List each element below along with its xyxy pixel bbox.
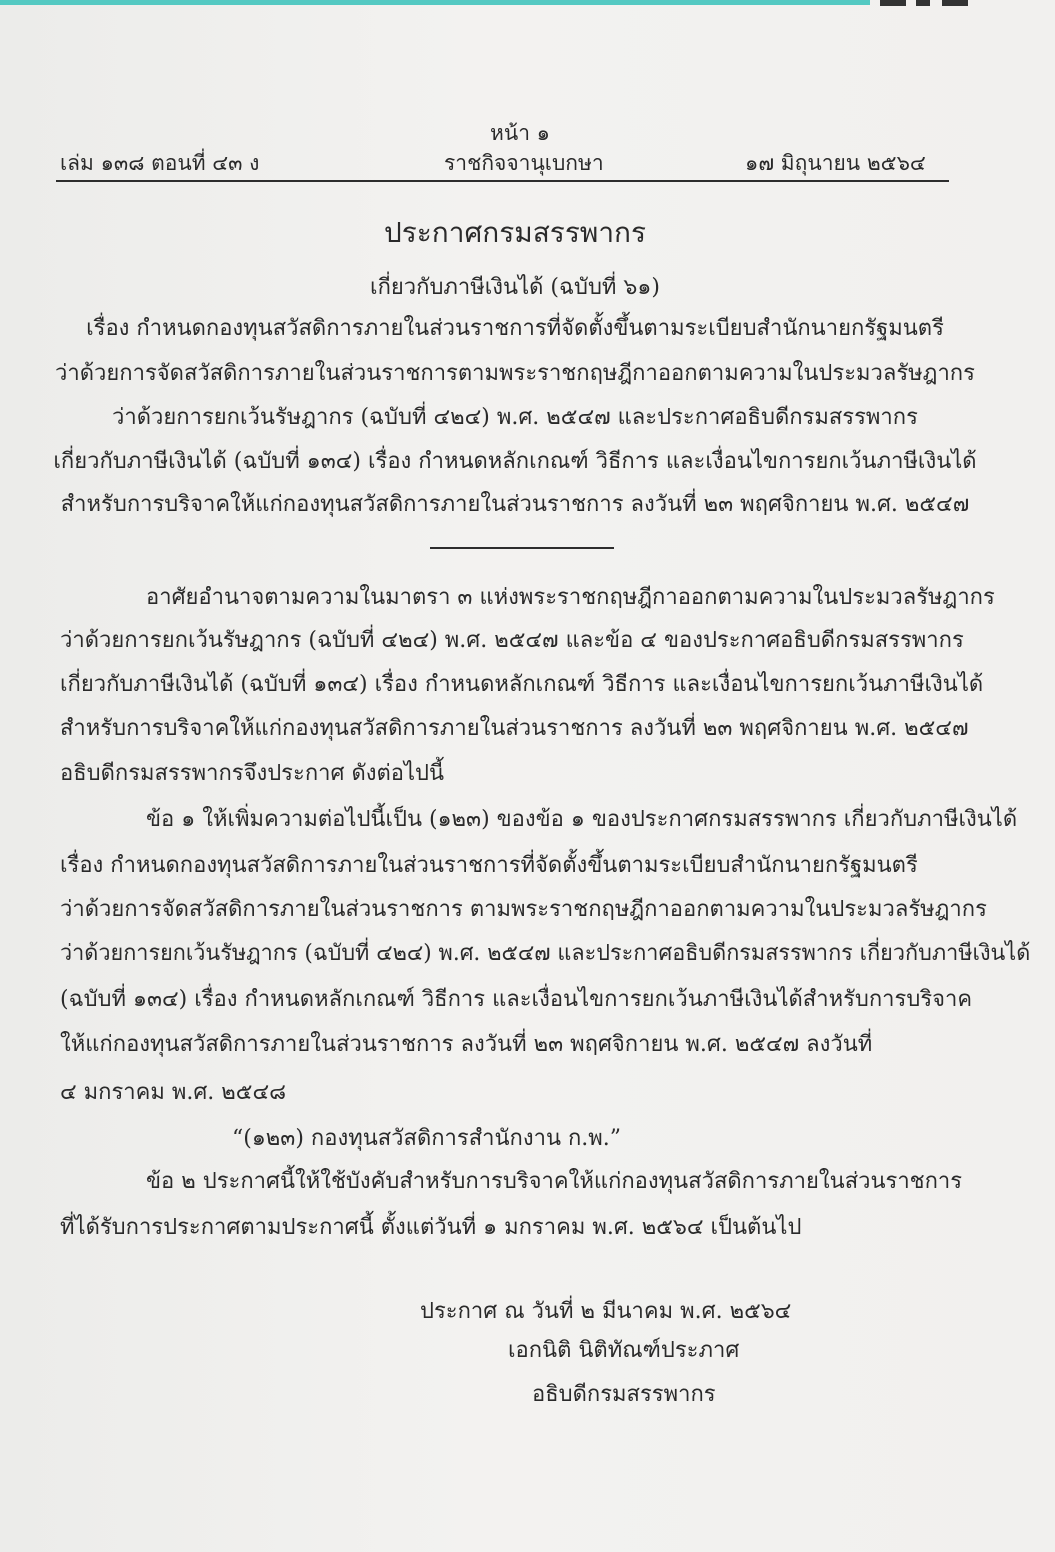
clause-1-line: ให้แก่กองทุนสวัสดิการภายในส่วนราชการ ลงวันที่ ๒๓ พฤศจิกายน พ.ศ. ๒๕๔๗ ลงวันที่ <box>60 1032 873 1057</box>
preamble-line: ว่าด้วยการยกเว้นรัษฎากร (ฉบับที่ ๔๒๔) พ.ศ. ๒๕๔๗ และข้อ ๔ ของประกาศอธิบดีกรมสรรพากร <box>60 628 964 653</box>
page-subtitle: เกี่ยวกับภาษีเงินได้ (ฉบับที่ ๖๑) <box>370 275 660 300</box>
volume-issue: เล่ม ๑๓๘ ตอนที่ ๔๓ ง <box>60 151 260 175</box>
preamble-line: สำหรับการบริจาคให้แก่กองทุนสวัสดิการภายในส่วนราชการ ลงวันที่ ๒๓ พฤศจิกายน พ.ศ. ๒๕๔๗ <box>60 716 969 741</box>
publish-date: ๑๗ มิถุนายน ๒๕๖๔ <box>745 151 926 175</box>
preamble-line: อาศัยอำนาจตามความในมาตรา ๓ แห่งพระราชกฤษฎีกาออกตามความในประมวลรัษฎากร <box>146 585 995 610</box>
clause-1-line: ว่าด้วยการยกเว้นรัษฎากร (ฉบับที่ ๔๒๔) พ.ศ. ๒๕๔๗ และประกาศอธิบดีกรมสรรพากร เกี่ยวกับภาษีเงินได้ <box>60 941 1031 966</box>
gazette-name: ราชกิจจานุเบกษา <box>444 151 604 175</box>
clause-1-line: (ฉบับที่ ๑๓๔) เรื่อง กำหนดหลักเกณฑ์ วิธีการ และเงื่อนไขการยกเว้นภาษีเงินได้สำหรับการบริจาค <box>60 987 973 1012</box>
clause-1-line: เรื่อง กำหนดกองทุนสวัสดิการภายในส่วนราชการที่จัดตั้งขึ้นตามระเบียบสำนักนายกรัฐมนตรี <box>60 853 918 878</box>
subject-line: เรื่อง กำหนดกองทุนสวัสดิการภายในส่วนราชการที่จัดตั้งขึ้นตามระเบียบสำนักนายกรัฐมนตรี <box>86 316 944 341</box>
page-number: หน้า ๑ <box>490 121 550 145</box>
clause-2-line: ที่ได้รับการประกาศตามประกาศนี้ ตั้งแต่วันที่ ๑ มกราคม พ.ศ. ๒๕๖๔ เป็นต้นไป <box>60 1215 802 1240</box>
clause-1-line: ข้อ ๑ ให้เพิ่มความต่อไปนี้เป็น (๑๒๓) ของข้อ ๑ ของประกาศกรมสรรพากร เกี่ยวกับภาษีเงินได้ <box>146 807 1018 832</box>
top-color-bar <box>0 0 870 5</box>
preamble-line: เกี่ยวกับภาษีเงินได้ (ฉบับที่ ๑๓๔) เรื่อง กำหนดหลักเกณฑ์ วิธีการ และเงื่อนไขการยกเว้นภาษีเงินได้ <box>60 672 984 697</box>
subject-line: สำหรับการบริจาคให้แก่กองทุนสวัสดิการภายในส่วนราชการ ลงวันที่ ๒๓ พฤศจิกายน พ.ศ. ๒๕๔๗ <box>60 492 970 517</box>
header-rule <box>56 180 949 182</box>
clause-2-line: ข้อ ๒ ประกาศนี้ให้ใช้บังคับสำหรับการบริจาคให้แก่กองทุนสวัสดิการภายในส่วนราชการ <box>146 1169 963 1194</box>
fund-entry-quote: “(๑๒๓) กองทุนสวัสดิการสำนักงาน ก.พ.” <box>232 1126 622 1151</box>
corner-mark <box>880 0 972 6</box>
announcement-date: ประกาศ ณ วันที่ ๒ มีนาคม พ.ศ. ๒๕๖๔ <box>420 1299 792 1324</box>
subject-line: ว่าด้วยการยกเว้นรัษฎากร (ฉบับที่ ๔๒๔) พ.ศ. ๒๕๔๗ และประกาศอธิบดีกรมสรรพากร <box>112 405 918 430</box>
clause-1-line: ๔ มกราคม พ.ศ. ๒๕๔๘ <box>60 1080 287 1105</box>
section-divider <box>430 547 614 549</box>
signer-name: เอกนิติ นิติทัณฑ์ประภาศ <box>508 1338 740 1363</box>
signer-position: อธิบดีกรมสรรพากร <box>532 1382 716 1407</box>
preamble-line: อธิบดีกรมสรรพากรจึงประกาศ ดังต่อไปนี้ <box>60 761 445 786</box>
subject-line: ว่าด้วยการจัดสวัสดิการภายในส่วนราชการตามพระราชกฤษฎีกาออกตามความในประมวลรัษฎากร <box>55 361 975 386</box>
page-title: ประกาศกรมสรรพากร <box>383 216 647 249</box>
clause-1-line: ว่าด้วยการจัดสวัสดิการภายในส่วนราชการ ตามพระราชกฤษฎีกาออกตามความในประมวลรัษฎากร <box>60 897 987 922</box>
subject-line: เกี่ยวกับภาษีเงินได้ (ฉบับที่ ๑๓๔) เรื่อง กำหนดหลักเกณฑ์ วิธีการ และเงื่อนไขการยกเว้นภาษีเงินได้ <box>53 449 977 474</box>
